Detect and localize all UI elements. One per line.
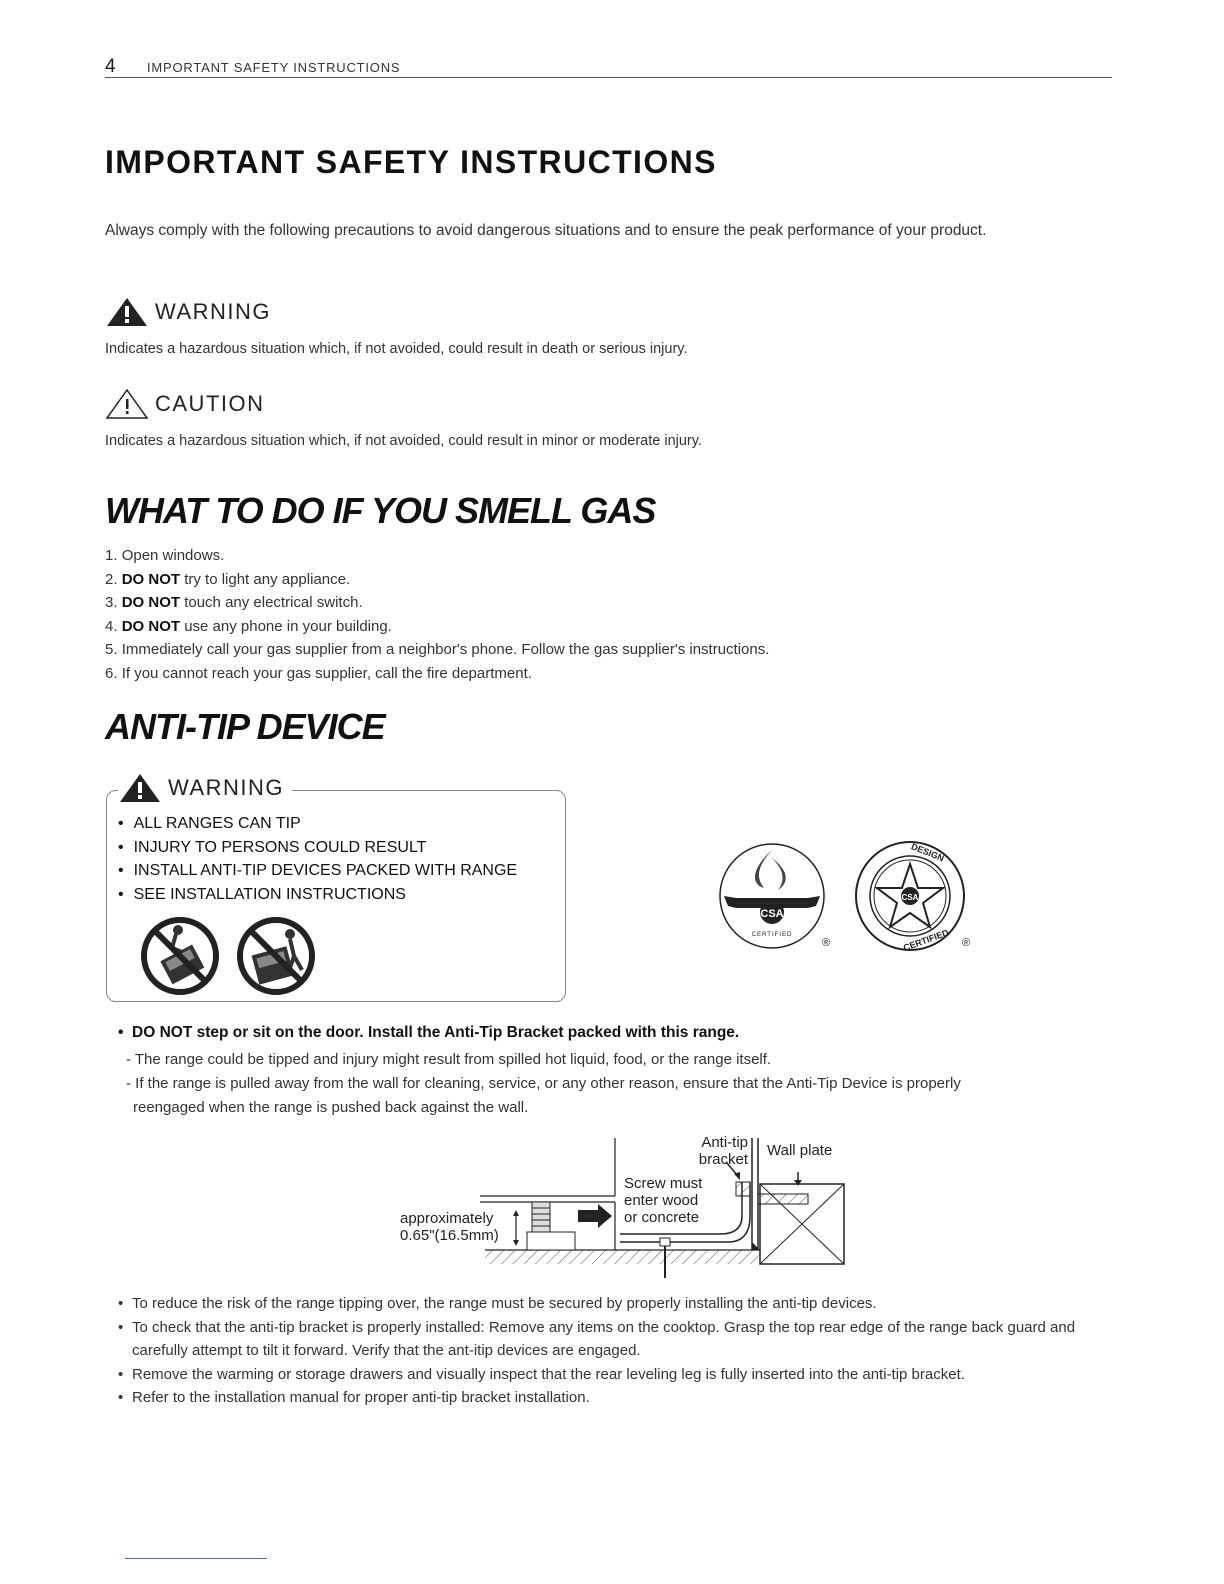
gas-step: 6. If you cannot reach your gas supplier, call the fire department. [105,664,532,682]
screw-label [624,1175,702,1226]
gas-step: 4. DO NOT use any phone in your building. [105,617,392,635]
footer-rule [125,1558,267,1559]
page-number: 4 [105,56,116,77]
caution-icon [105,388,149,420]
warning-icon [118,772,162,804]
header-rule [105,77,1112,78]
antitip-warning-list [118,812,517,906]
wall-plate-label: Wall plate [767,1142,833,1159]
antitip-section-title: ANTI-TIP DEVICE [105,706,385,747]
person-tip-hazard-icon [232,912,324,996]
gas-step: 1. Open windows. [105,547,225,564]
gas-steps-list [105,544,769,685]
gas-step: 2. DO NOT try to light any appliance. [105,570,351,588]
list-item: • To reduce the risk of the range tipping over, the range must be secured by properly installing the anti-tip devices. [118,1292,1088,1316]
approx-line1: approximately [400,1210,494,1227]
range-tip-hazard-icon [138,912,228,996]
svg-text:®: ® [962,937,971,949]
intro-text: Always comply with the following precautions to avoid dangerous situations and to ensure the peak performance of your product. [105,222,987,239]
warning-item: • ALL RANGES CAN TIP [118,812,517,836]
gas-step: 5. Immediately call your gas supplier from a neighbor's phone. Follow the gas supplier's instructions. [105,641,770,658]
antitip-warning-heading [118,772,292,804]
door-note-bullet: • [118,1024,133,1041]
caution-description: Indicates a hazardous situation which, if not avoided, could result in minor or moderate injury. [105,433,702,449]
gas-section-title: WHAT TO DO IF YOU SMELL GAS [105,490,656,531]
svg-text:CSA: CSA [901,893,919,902]
door-note-sub-2-cont: reengaged when the range is pushed back against the wall. [133,1099,529,1116]
caution-label: CAUTION [155,391,265,416]
warning-icon [105,296,149,328]
warning-item: • INSTALL ANTI-TIP DEVICES PACKED WITH RANGE [118,859,517,883]
svg-text:CSA: CSA [760,908,784,920]
svg-text:DESIGN: DESIGN [909,841,946,864]
gas-step: 3. DO NOT touch any electrical switch. [105,594,363,611]
warning-item: • INJURY TO PERSONS COULD RESULT [118,836,517,860]
door-note [118,1024,739,1042]
warning-heading [105,296,271,328]
caution-heading [105,388,265,420]
svg-text:CERTIFIED: CERTIFIED [902,927,951,953]
warning-label: WARNING [155,299,272,324]
door-note-sub-2: - If the range is pulled away from the wall for cleaning, service, or any other reason, ensure that the Anti-Tip Device is properly [126,1075,961,1092]
screw-label-line2: enter wood [624,1192,699,1209]
approx-line2: 0.65"(16.5mm) [400,1227,499,1244]
antitip-bracket-label [662,1134,748,1168]
svg-text:®: ® [822,937,831,949]
approximately-label [400,1210,499,1244]
antitip-warning-label: WARNING [168,775,285,800]
csa-certified-mark [714,840,844,952]
svg-text:CERTIFIED: CERTIFIED [751,932,793,938]
warning-item: • SEE INSTALLATION INSTRUCTIONS [118,883,517,907]
screw-label-line1: Screw must [624,1175,703,1192]
door-note-text: DO NOT step or sit on the door. Install the Anti-Tip Bracket packed with this range. [132,1024,740,1041]
door-note-sub-1: - The range could be tipped and injury might result from spilled hot liquid, food, or the range itself. [126,1051,772,1068]
list-item: • Refer to the installation manual for proper anti-tip bracket installation. [118,1386,1088,1410]
antitip-label-line2: bracket [698,1151,748,1168]
page-title: IMPORTANT SAFETY INSTRUCTIONS [105,144,717,180]
list-item: • To check that the anti-tip bracket is properly installed: Remove any items on the cooktop. Grasp the top rear edge of the range back guard and carefully attempt to tilt it forward. Verify that the ant-itip devices are engaged. [118,1316,1088,1363]
running-header: IMPORTANT SAFETY INSTRUCTIONS [147,60,401,75]
design-certified-mark [850,838,980,954]
list-item: • Remove the warming or storage drawers and visually inspect that the rear leveling leg is fully inserted into the anti-tip bracket. [118,1363,1088,1387]
antitip-instructions-list [118,1292,1088,1410]
screw-label-line3: or concrete [624,1209,700,1226]
antitip-label-line1: Anti-tip [701,1134,748,1151]
warning-description: Indicates a hazardous situation which, if not avoided, could result in death or serious injury. [105,341,688,357]
